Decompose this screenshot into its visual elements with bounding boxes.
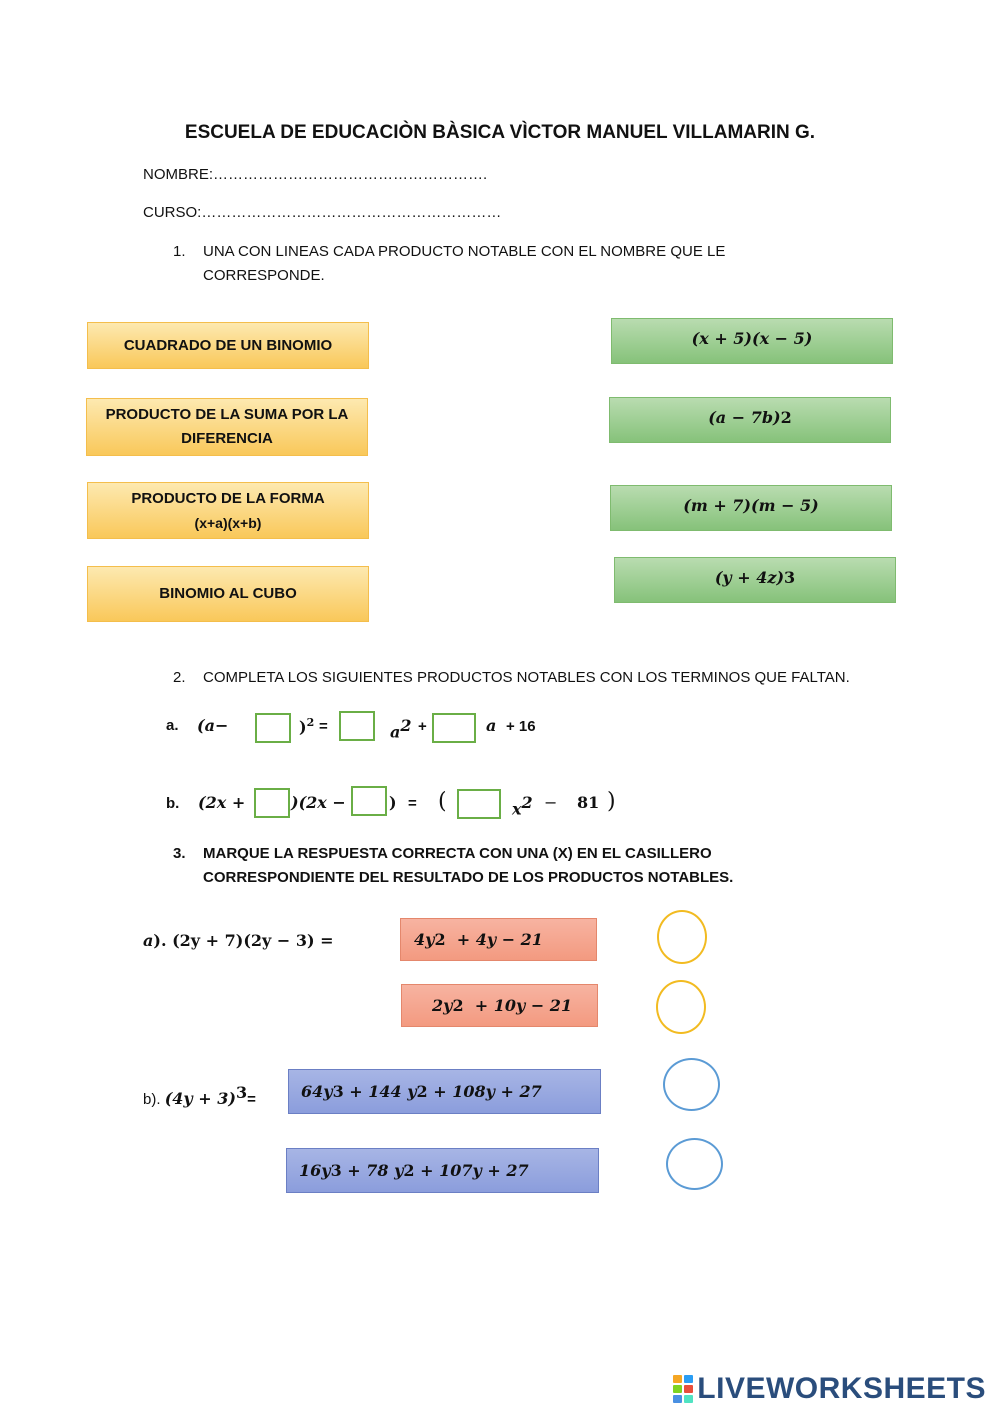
question-3-text: MARQUE LA RESPUESTA CORRECTA CON UNA (X) EN EL CASILLERO CORRESPONDIENTE DEL RESULTADO DE LOS PRODUCTOS NOTABLES.: [203, 845, 734, 886]
q2a-close-exp: 2: [306, 716, 315, 729]
q2b-paren-close: ): [607, 789, 616, 814]
q2b-part2: )(2x −: [291, 793, 346, 812]
liveworksheets-logo: [673, 1372, 986, 1406]
q3a-option-1[interactable]: [400, 918, 597, 961]
q3a-option-2-t1: 2y: [432, 995, 453, 1015]
q3a-label: [143, 931, 334, 950]
q2a-term2: a: [486, 716, 497, 735]
q2b-var-exp: 2: [521, 793, 533, 812]
q3a-label-letter: a: [143, 931, 154, 950]
q3b-option-2-t1: 16y: [299, 1160, 331, 1180]
name-box-3-line1: PRODUCTO DE LA FORMA: [131, 489, 325, 507]
expr-box-1[interactable]: [611, 318, 893, 364]
q3a-label-rest: ). (2y + 7)(2y − 3) =: [153, 931, 334, 950]
expr-box-2[interactable]: [609, 397, 891, 443]
q3b-answer-circle-2[interactable]: [666, 1138, 723, 1190]
question-1-number: 1.: [173, 243, 186, 260]
expr-box-4-text: (y + 4z): [714, 568, 785, 587]
q3b-label: [143, 1083, 256, 1108]
question-2: [173, 666, 893, 690]
q2a-term-exp: 2: [400, 716, 412, 735]
name-field: NOMBRE:……………………………………………….: [143, 166, 488, 183]
q3a-answer-circle-1[interactable]: [657, 910, 707, 964]
question-2-number: 2.: [173, 669, 186, 686]
q2b-var: [512, 793, 533, 818]
q3b-label-suffix: =: [247, 1091, 256, 1108]
q3a-option-2-t2: + 10y − 21: [463, 995, 573, 1015]
q2b-var-letter: x: [512, 799, 522, 819]
question-2-text: COMPLETA LOS SIGUIENTES PRODUCTOS NOTABLES CON LOS TERMINOS QUE FALTAN.: [203, 669, 850, 686]
q3b-answer-circle-1[interactable]: [663, 1058, 720, 1111]
logo-cell: [673, 1395, 682, 1403]
logo-cell: [684, 1395, 693, 1403]
page-title: ESCUELA DE EDUCACIÒN BÀSICA VÌCTOR MANUEL VILLAMARIN G.: [184, 122, 816, 143]
q3a-option-1-t1: 4y: [414, 929, 435, 949]
q3b-option-1-t3: + 108y + 27: [427, 1081, 542, 1101]
q2a-open: (a−: [197, 716, 229, 735]
logo-cell: [684, 1375, 693, 1383]
expr-box-4-exp: 3: [784, 568, 796, 587]
q3a-option-1-e1: 2: [434, 929, 446, 949]
q2a-tail: + 16: [506, 718, 536, 735]
expr-box-2-text: (a − 7b): [708, 408, 781, 427]
expr-box-3[interactable]: [610, 485, 892, 531]
q3a-option-2-e1: 2: [452, 995, 464, 1015]
q2b-part3: ): [389, 793, 397, 812]
q3b-option-2-t3: + 107y + 27: [414, 1160, 529, 1180]
name-box-1[interactable]: [87, 322, 369, 369]
q2b-part1: (2x +: [198, 793, 246, 812]
q2a-equals: =: [319, 718, 328, 735]
q2b-const: 81: [577, 793, 600, 812]
question-1: [173, 240, 873, 290]
name-box-2-line1: PRODUCTO DE LA SUMA POR LA: [105, 406, 349, 423]
expr-box-1-text: (x + 5)(x − 5): [691, 329, 813, 348]
logo-grid-icon: [673, 1375, 693, 1403]
q2a-term-var: a: [390, 722, 401, 742]
question-3: [173, 842, 793, 892]
expr-box-2-exp: 2: [780, 408, 792, 427]
q2a-plus: +: [418, 718, 427, 735]
question-3-number: 3.: [173, 845, 186, 862]
q3b-option-1-e2: 2: [416, 1081, 428, 1101]
q3a-option-2[interactable]: [401, 984, 598, 1027]
logo-cell: [684, 1385, 693, 1393]
q2b-blank-2[interactable]: [351, 786, 387, 816]
q2b-minus: −: [544, 793, 558, 812]
question-1-text: UNA CON LINEAS CADA PRODUCTO NOTABLE CON EL NOMBRE QUE LE CORRESPONDE.: [203, 243, 726, 284]
q3b-option-1[interactable]: [288, 1069, 601, 1114]
q3a-answer-circle-2[interactable]: [656, 980, 706, 1034]
q2a-label: a.: [166, 717, 179, 734]
q3b-option-1-t2: + 144 y: [343, 1081, 417, 1101]
q2a-close: [299, 716, 314, 736]
q2a-close-paren: ): [299, 717, 307, 737]
q2a-term: [390, 716, 412, 741]
q2b-label: b.: [166, 795, 180, 812]
q3b-option-1-t1: 64y: [301, 1081, 333, 1101]
q2a-blank-2[interactable]: [339, 711, 375, 741]
q3b-option-2-e1: 3: [330, 1160, 342, 1180]
expr-box-4[interactable]: [614, 557, 896, 603]
q3b-label-exp: 3: [235, 1083, 248, 1102]
course-field: CURSO:……………………………………………………: [143, 204, 502, 221]
q3a-option-1-t2: + 4y − 21: [445, 929, 543, 949]
name-box-2[interactable]: [86, 398, 368, 456]
q2b-blank-1[interactable]: [254, 788, 290, 818]
logo-text: LIVEWORKSHEETS: [697, 1372, 986, 1405]
name-box-2-line2: DIFERENCIA: [181, 430, 273, 447]
name-box-1-line1: CUADRADO DE UN BINOMIO: [123, 336, 333, 354]
q3b-label-prefix: b).: [143, 1091, 165, 1108]
name-box-4-line1: BINOMIO AL CUBO: [159, 585, 297, 602]
q2b-blank-3[interactable]: [457, 789, 501, 819]
expr-box-3-text: (m + 7)(m − 5): [683, 496, 819, 515]
logo-cell: [673, 1385, 682, 1393]
q3b-option-1-e1: 3: [332, 1081, 344, 1101]
q2a-blank-3[interactable]: [432, 713, 476, 743]
logo-cell: [673, 1375, 682, 1383]
q2b-paren-open: (: [438, 789, 447, 814]
q3b-option-2[interactable]: [286, 1148, 599, 1193]
q2b-equals: =: [408, 795, 417, 812]
q3b-option-2-e2: 2: [403, 1160, 415, 1180]
name-box-3[interactable]: [87, 482, 369, 539]
name-box-4[interactable]: [87, 566, 369, 622]
q3b-option-2-t2: + 78 y: [341, 1160, 404, 1180]
name-box-3-line2: (x+a)(x+b): [194, 514, 262, 531]
q2a-blank-1[interactable]: [255, 713, 291, 743]
q3b-label-math: (4y + 3): [164, 1089, 236, 1108]
